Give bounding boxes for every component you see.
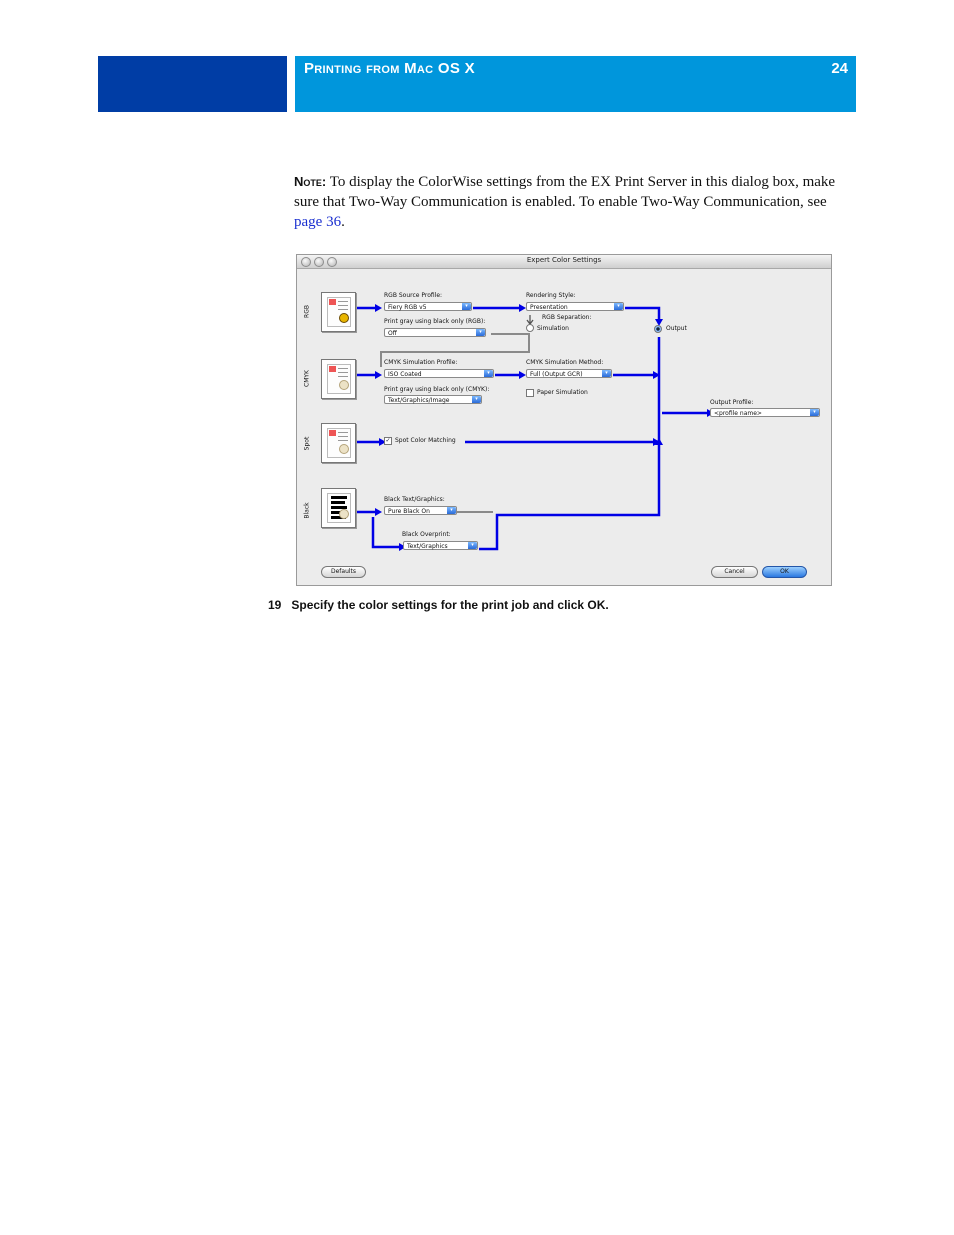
output-profile-value: <profile name>	[714, 410, 762, 417]
step-text: Specify the color settings for the print job and click OK.	[291, 598, 609, 612]
rendering-style-popup[interactable]	[526, 302, 624, 311]
expert-color-settings-dialog	[296, 254, 832, 586]
print-gray-cmyk-label: Print gray using black only (CMYK):	[384, 386, 490, 393]
paper-simulation-checkbox[interactable]	[526, 389, 534, 397]
black-preview-thumbnail	[321, 488, 356, 528]
cmyk-simulation-profile-label: CMYK Simulation Profile:	[384, 359, 458, 366]
cmyk-simulation-method-popup[interactable]	[526, 369, 612, 378]
popup-arrows-icon: ▾	[447, 507, 456, 514]
popup-arrows-icon: ▾	[602, 370, 611, 377]
cmyk-simulation-profile-value: ISO Coated	[388, 371, 422, 378]
simulation-radio-label: Simulation	[537, 325, 569, 332]
arrow-gray-separation	[527, 315, 533, 324]
rgb-separation-label: RGB Separation:	[542, 314, 592, 321]
rgb-preview-thumbnail	[321, 292, 356, 332]
arrow-rgb-source	[375, 304, 382, 312]
cancel-button[interactable]: Cancel	[711, 566, 758, 578]
arrow-cmyk-method	[519, 371, 526, 379]
page-number: 24	[831, 60, 848, 77]
cmyk-simulation-method-label: CMYK Simulation Method:	[526, 359, 604, 366]
rendering-style-value: Presentation	[530, 304, 568, 311]
popup-arrows-icon: ▾	[484, 370, 493, 377]
note-text: To display the ColorWise settings from the EX Print Server in this dialog box, make sure that Two-Way Communication is enabled. To enable Two-Way Communication, see	[294, 174, 836, 210]
rgb-source-label: RGB Source Profile:	[384, 292, 443, 299]
black-overprint-label: Black Overprint:	[402, 531, 451, 538]
row-label-rgb: RGB	[303, 305, 311, 318]
note-end: .	[341, 214, 345, 230]
black-text-graphics-label: Black Text/Graphics:	[384, 496, 445, 503]
arrow-cmyk-source	[375, 371, 382, 379]
window-title: Expert Color Settings	[526, 256, 602, 264]
spot-preview-thumbnail	[321, 423, 356, 463]
page-link[interactable]: page 36	[294, 214, 342, 230]
cmyk-simulation-method-value: Full (Output GCR)	[530, 371, 583, 378]
note-label: Note:	[294, 174, 327, 189]
output-radio-label: Output	[666, 325, 687, 332]
arrow-rgb-render	[519, 304, 526, 312]
popup-arrows-icon: ▾	[472, 396, 481, 403]
cmyk-simulation-profile-popup[interactable]	[384, 369, 494, 378]
row-label-black: Black	[303, 502, 311, 519]
ok-button[interactable]: OK	[762, 566, 807, 578]
popup-arrows-icon: ▾	[476, 329, 485, 336]
row-label-cmyk: CMYK	[303, 370, 311, 387]
header-block-left	[98, 56, 287, 112]
black-overprint-popup[interactable]	[403, 541, 478, 550]
rgb-source-value: Fiery RGB v5	[388, 304, 427, 311]
spot-color-matching-checkbox[interactable]: ✓	[385, 437, 391, 444]
note-paragraph	[294, 172, 844, 232]
row-label-spot: Spot	[303, 436, 311, 451]
step-instruction	[268, 598, 609, 612]
spot-color-matching-label: Spot Color Matching	[395, 437, 456, 444]
simulation-radio[interactable]	[526, 324, 534, 332]
cmyk-preview-thumbnail	[321, 359, 356, 399]
popup-arrows-icon: ▾	[462, 303, 471, 310]
arrow-black-source	[375, 508, 382, 516]
paper-simulation-label: Paper Simulation	[537, 389, 588, 396]
print-gray-rgb-popup[interactable]	[384, 328, 486, 337]
output-radio[interactable]	[654, 325, 662, 333]
popup-arrows-icon: ▾	[810, 409, 819, 416]
step-number: 19	[268, 598, 282, 612]
output-profile-label: Output Profile:	[710, 399, 754, 406]
print-gray-cmyk-popup[interactable]	[384, 395, 482, 404]
black-overprint-value: Text/Graphics	[407, 543, 448, 550]
flow-line-render-output	[625, 308, 659, 320]
print-gray-rgb-value: Off	[388, 330, 397, 337]
popup-arrows-icon: ▾	[468, 542, 477, 549]
print-gray-rgb-label: Print gray using black only (RGB):	[384, 318, 486, 325]
rgb-source-popup[interactable]	[384, 302, 472, 311]
defaults-button[interactable]: Defaults	[321, 566, 366, 578]
rendering-style-label: Rendering Style:	[526, 292, 576, 299]
print-gray-cmyk-value: Text/Graphics/Image	[388, 397, 450, 404]
section-title: Printing from Mac OS X	[304, 60, 475, 77]
output-profile-popup[interactable]	[710, 408, 820, 417]
flow-line-black-overprint	[373, 517, 399, 547]
black-text-graphics-popup[interactable]	[384, 506, 457, 515]
black-text-graphics-value: Pure Black On	[388, 508, 430, 515]
popup-arrows-icon: ▾	[614, 303, 623, 310]
